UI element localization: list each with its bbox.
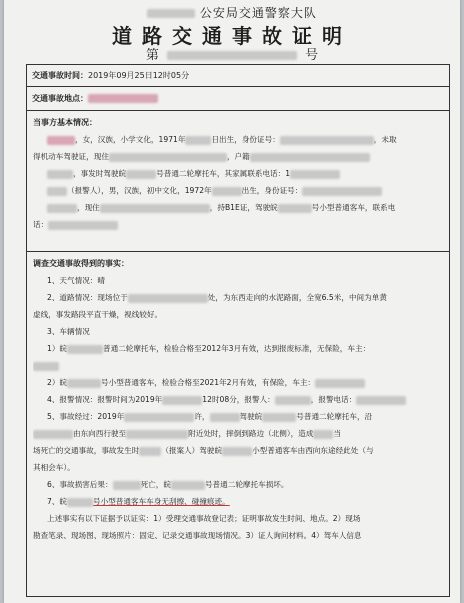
- redacted-text: [47, 187, 67, 196]
- redacted-text: [212, 187, 242, 196]
- text-fragment: 处，为东西走向的水泥路面，全宽6.5米，中间为单黄: [207, 293, 387, 302]
- facts-title: 调查交通事故得到的事实：: [33, 259, 129, 268]
- redacted-text: [88, 94, 158, 103]
- redacted-text: [222, 447, 252, 456]
- accident-place-row: [27, 87, 449, 111]
- facts-section: [27, 252, 449, 596]
- text-fragment: ，户籍: [226, 152, 250, 161]
- text-fragment: 4、报警情况：报警时间为2019年: [47, 395, 163, 404]
- redacted-text: [278, 204, 312, 213]
- docno-suffix: 号: [305, 48, 319, 63]
- redacted-text: [162, 396, 202, 405]
- road-line2: 虚线，事发路段平直干燥，视线较好。: [33, 310, 163, 319]
- text-fragment: 驾驶皖: [239, 412, 263, 421]
- parties-section: [27, 111, 449, 252]
- text-fragment: 7、皖: [47, 497, 68, 506]
- accident-time-row: [27, 65, 449, 87]
- text-fragment: （报警人），男，汉族，初中文化，1972年: [67, 186, 212, 195]
- redacted-text: [302, 187, 382, 196]
- redacted-text: [33, 430, 73, 439]
- road-line1: [33, 289, 443, 306]
- redacted-text: [167, 51, 297, 60]
- redacted-text: [100, 204, 210, 213]
- redacted-text: [185, 136, 211, 145]
- redacted-text: [139, 447, 161, 456]
- text-fragment: 号普通二轮摩托车，沿: [296, 412, 373, 421]
- redacted-text: [67, 379, 101, 388]
- summary-line2: 勘查笔录、现场图、现场照片：固定、记录交通事故现场情况。3）证人询问材料。4）驾车人信息: [33, 531, 362, 540]
- time-value: 2019年09月25日12时05分: [88, 71, 190, 80]
- redacted-text: [47, 136, 75, 145]
- redacted-text: [47, 204, 77, 213]
- report-line: [33, 391, 443, 408]
- parties-title: 当事方基本情况：: [33, 118, 97, 127]
- text-fragment: 6、事故损害后果：: [47, 480, 113, 489]
- party1-line3: [33, 165, 443, 182]
- redacted-text: [113, 481, 141, 490]
- redacted-text: [250, 153, 370, 162]
- process-line2: [33, 425, 443, 442]
- redacted-text: [67, 498, 93, 507]
- text-fragment: 附近处时，摔倒到路边（北侧），造成: [188, 429, 314, 438]
- agency-header: [4, 4, 460, 21]
- redacted-text: [67, 345, 103, 354]
- agency-name: 公安局交通警察大队: [199, 6, 317, 20]
- party2-line1: [33, 182, 443, 199]
- redacted-text: [126, 170, 156, 179]
- text-fragment: 话：: [33, 220, 49, 229]
- redacted-text: [262, 413, 296, 422]
- text-fragment: 得机动车驾驶证，现住: [33, 152, 109, 161]
- place-label: 交通事故地点：: [32, 94, 88, 103]
- text-fragment: （报案人）驾驶皖: [161, 446, 223, 455]
- document-number: [4, 44, 460, 63]
- redacted-text: [147, 9, 195, 18]
- text-fragment: 号普通二轮摩托车损坏。: [204, 480, 289, 489]
- text-fragment: 号小型普通客车，检验合格至2021年2月有效，有保险，车主：: [101, 378, 316, 387]
- text-fragment: 由东向西行驶至: [73, 429, 127, 438]
- redacted-text: [109, 153, 227, 162]
- redacted-text: [33, 362, 59, 371]
- party1-line2: [33, 148, 443, 165]
- redacted-text: [356, 396, 406, 405]
- redacted-text: [48, 221, 118, 230]
- party2-line3: [33, 216, 443, 233]
- text-fragment: ，报警电话：: [310, 395, 357, 404]
- redacted-text: [128, 294, 208, 303]
- redacted-text: [210, 413, 240, 422]
- vehicle1-line: [33, 340, 443, 357]
- text-fragment: 号普通二轮摩托车，其家属联系电话：1: [156, 169, 291, 178]
- process-line1: [33, 408, 443, 425]
- result-line: [33, 476, 443, 493]
- redacted-text: [313, 430, 333, 439]
- document-title: 道路交通事故证明: [112, 24, 352, 48]
- redacted-text: [47, 170, 73, 179]
- vehicle-heading: 3、车辆情况: [47, 327, 90, 336]
- process-line3: [33, 442, 443, 459]
- text-fragment: 许，: [194, 412, 210, 421]
- text-fragment: 当: [333, 429, 342, 438]
- text-fragment: 号小型普通客车车身无刮擦、碰撞痕迹。: [93, 497, 230, 506]
- redacted-text: [290, 170, 340, 179]
- text-fragment: ，女，汉族，小学文化，1971年: [75, 135, 186, 144]
- text-fragment: 1）皖: [47, 344, 68, 353]
- vehicle2-line: [33, 374, 443, 391]
- text-fragment: 普通二轮摩托车，检验合格至2012年3月有效，达到报废标准，无保险，车主：: [103, 344, 371, 353]
- text-fragment: 2）皖: [47, 378, 68, 387]
- text-fragment: ，未取: [373, 135, 397, 144]
- vehicle1-owner-line: [33, 357, 443, 374]
- text-fragment: 小型普通客车由西向东途经此处（与: [252, 446, 374, 455]
- item7-line: [33, 493, 443, 510]
- docno-prefix: 第: [145, 48, 159, 63]
- process-line4: 其相会车）。: [33, 463, 75, 472]
- text-fragment: 场死亡的交通事故，事故发生时: [33, 446, 140, 455]
- redacted-text: [315, 379, 365, 388]
- text-fragment: 号小型普通客车，联系电: [311, 203, 396, 212]
- weather-line: 1、天气情况：晴: [47, 276, 105, 285]
- text-fragment: 死亡，皖: [140, 480, 171, 489]
- text-fragment: 日出生，身份证号：: [211, 135, 280, 144]
- party1-line1: [33, 131, 443, 148]
- text-fragment: 5、事故经过：2019年: [47, 412, 125, 421]
- text-fragment: 12时08分，报警人：: [202, 395, 275, 404]
- redacted-text: [126, 430, 188, 439]
- accident-certificate-document: [4, 0, 460, 603]
- text-fragment: ，现住: [77, 203, 100, 212]
- redacted-text: [275, 396, 311, 405]
- party2-line2: [33, 199, 443, 216]
- text-fragment: ，事发时驾驶皖: [73, 169, 127, 178]
- time-label: 交通事故时间：: [32, 71, 88, 80]
- text-fragment: 2、道路情况：现场位于: [47, 293, 128, 302]
- summary-line1: 上述事实有以下证据予以证实：1）受理交通事故登记表；证明事故发生时间、地点。2）现场: [47, 514, 361, 523]
- text-fragment: 出生，身份证号：: [241, 186, 303, 195]
- redacted-text: [124, 413, 194, 422]
- redacted-text: [280, 136, 374, 145]
- certificate-table: [26, 64, 450, 597]
- text-fragment: ，持B1E证，驾驶皖: [209, 203, 278, 212]
- redacted-text: [171, 481, 205, 490]
